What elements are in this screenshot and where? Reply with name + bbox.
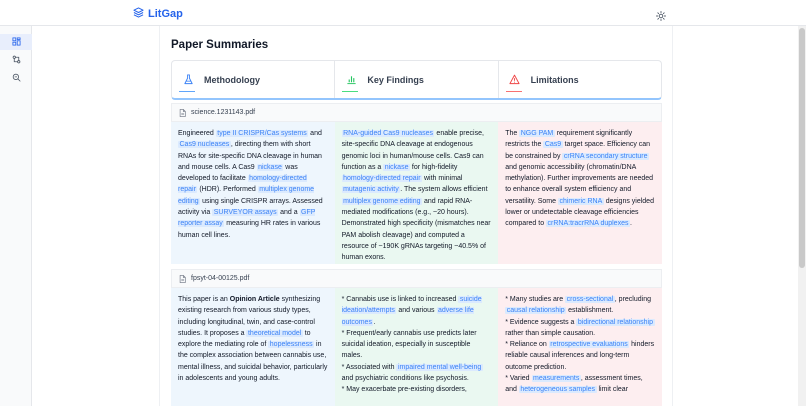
text-segment: * Reliance on: [505, 341, 549, 349]
paper-summary-row: [171, 122, 662, 264]
highlighted-term: RNA-guided Cas9 nucleases: [343, 130, 433, 137]
tab-limitations-underline: [506, 91, 522, 93]
text-segment: * Frequent/early cannabis use predicts later suicidal ideation, especially in susceptible males.: [341, 329, 477, 360]
tab-limitations-label: Limitations: [530, 74, 579, 85]
text-segment: to explore the mediating role of: [178, 329, 311, 349]
highlighted-term: retrospective evaluations: [550, 341, 628, 349]
key-findings-cell: [335, 122, 499, 264]
tab-key-findings[interactable]: [335, 61, 498, 98]
highlighted-term: homology-directed repair: [178, 175, 307, 194]
sun-icon: [656, 8, 666, 25]
text-segment: * Varied: [505, 375, 532, 383]
text-segment: and: [308, 130, 322, 137]
text-segment: and various: [396, 307, 437, 315]
highlighted-term: multiplex genome editing: [178, 186, 315, 205]
sidebar-item-search[interactable]: [6, 70, 26, 86]
text-segment: , precluding: [614, 296, 651, 303]
paper-file-header: [171, 103, 662, 122]
text-segment: enable precise, site-specific DNA cleavage at endogenous genomic loci in human/mouse cells. Cas9 can function as a: [341, 130, 484, 171]
text-segment: (HDR). Performed: [197, 186, 258, 194]
grid-icon: [12, 33, 21, 51]
highlighted-term: bidirectional relationship: [577, 318, 654, 326]
highlighted-term: chimeric RNA: [559, 197, 603, 205]
highlighted-term: nickase: [384, 163, 409, 171]
text-segment: * May exacerbate pre-existing disorders,: [341, 386, 467, 394]
text-segment: designs yielded lower or undetectable cleavage efficiencies compared to: [505, 197, 654, 228]
text-segment: with minimal: [422, 175, 463, 183]
highlighted-term: impaired mental well-being: [397, 363, 482, 371]
text-segment: establishment.: [566, 307, 614, 315]
paper-file-name: science.1231143.pdf: [191, 109, 256, 116]
highlighted-term: suicide ideation/attempts: [341, 296, 482, 315]
file-icon: [179, 104, 186, 122]
highlighted-term: hopelessness: [269, 341, 313, 349]
tab-methodology[interactable]: [172, 61, 335, 98]
git-compare-icon: [12, 51, 21, 69]
highlighted-term: nickase: [258, 163, 282, 171]
tab-key-findings-label: Key Findings: [367, 74, 424, 85]
tab-key-findings-underline: [342, 91, 358, 93]
text-segment: and genomic accessibility (chromatin/DNA methylation). Further improvements are needed to enhance overall system efficiency and versatility. Some: [505, 163, 654, 205]
text-segment: Engineered: [178, 130, 216, 137]
text-segment: using single CRISPR arrays. Assessed activity via: [178, 197, 323, 217]
methodology-cell: [171, 122, 335, 264]
sidebar-item-compare[interactable]: [6, 52, 26, 68]
layers-icon: [133, 5, 144, 23]
highlighted-term: Cas9: [544, 141, 562, 149]
page-title: Paper Summaries: [171, 39, 269, 51]
paper-file-name: fpsyt-04-00125.pdf: [191, 275, 250, 282]
text-segment: and rapid RNA-mediated modifications (e.g., ~20 hours). Demonstrated high specificity (mismatches near PAM abolish cleavage) and computed a resource of ~190K gRNAs targeting ~40.5% of human exons.: [341, 197, 491, 262]
text-segment: * Associated with: [341, 363, 397, 371]
theme-toggle-button[interactable]: [656, 8, 666, 18]
scrollbar-thumb[interactable]: [799, 28, 805, 268]
highlighted-term: type II CRISPR/Cas systems: [217, 130, 307, 137]
app-logo[interactable]: [133, 5, 183, 23]
text-segment: rather than simple causation.: [505, 329, 596, 337]
highlighted-term: measurements: [533, 375, 580, 383]
highlighted-term: cross-sectional: [566, 296, 614, 303]
highlighted-term: adverse life outcomes: [341, 307, 474, 326]
limitations-cell: [498, 288, 662, 406]
highlighted-term: mutagenic activity: [343, 186, 399, 194]
flask-icon: [181, 73, 195, 87]
key-findings-cell: [335, 288, 499, 406]
top-bar: [0, 0, 806, 26]
text-segment: for high-fidelity: [409, 163, 458, 171]
highlighted-term: homology-directed repair: [343, 175, 421, 183]
sidebar: [0, 26, 32, 406]
text-segment: limit clear: [596, 386, 629, 394]
highlighted-term: SURVEYOR assays: [213, 209, 277, 217]
highlighted-term: Cas9 nucleases: [179, 141, 230, 149]
text-segment: requirement significantly restricts the: [505, 130, 633, 149]
methodology-cell: [171, 288, 335, 406]
highlighted-term: NGG PAM: [520, 130, 554, 137]
highlighted-term: crRNA secondary structure: [563, 152, 648, 160]
text-segment: * Cannabis use is linked to increased: [341, 296, 459, 303]
text-segment: * Many studies are: [505, 296, 566, 303]
text-segment: in the complex association between cannabis use, mental illness, and suicidal behavior, particularly in adolescents and young adults.: [178, 341, 328, 383]
highlighted-term: causal relationship: [506, 307, 565, 315]
tab-methodology-underline: [179, 91, 195, 93]
limitations-cell: [498, 122, 662, 264]
tab-limitations[interactable]: [499, 61, 661, 98]
paper-file-header: [171, 269, 662, 288]
tab-methodology-label: Methodology: [204, 74, 260, 85]
highlighted-term: crRNA:tracrRNA duplexes: [547, 220, 629, 228]
highlighted-term: theoretical model: [247, 329, 302, 337]
text-segment: The: [505, 130, 520, 137]
highlighted-term: GFP reporter assay: [178, 209, 316, 228]
text-segment: This paper is an: [178, 296, 230, 303]
summary-tabs: [171, 60, 662, 100]
text-segment: . The system allows efficient: [400, 186, 488, 194]
text-segment: measuring HR rates in various human cell lines.: [178, 220, 321, 239]
paper-summary-row: [171, 288, 662, 406]
summaries-panel: [159, 26, 673, 406]
text-segment: synthesizing existing research from various study types, including longitudinal, twin, and case-control studies. It proposes a: [178, 296, 321, 337]
text-segment: was developed to facilitate: [178, 163, 298, 183]
text-segment: * Evidence suggests a: [505, 318, 577, 326]
highlighted-term: heterogeneous samples: [520, 386, 596, 394]
app-name: LitGap: [148, 8, 183, 20]
text-segment: , assessment times, and: [505, 375, 643, 394]
search-icon: [12, 69, 21, 87]
text-segment: .: [629, 220, 632, 228]
file-icon: [179, 270, 186, 288]
text-segment: and a: [278, 209, 300, 217]
bold-term: Opinion Article: [229, 296, 280, 303]
highlighted-term: multiplex genome editing: [343, 197, 421, 205]
text-segment: hinders reliable causal inferences and long-term outcome prediction.: [505, 341, 655, 371]
text-segment: .: [373, 318, 376, 326]
text-segment: target space. Efficiency can be constrained by: [505, 141, 651, 160]
bar-chart-icon: [344, 73, 358, 87]
text-segment: and psychiatric conditions like psychosis.: [341, 375, 469, 383]
page-scrollbar[interactable]: [798, 26, 806, 406]
text-segment: , directing them with short RNAs for site-specific DNA cleavage in human and mouse cells. A Cas9: [178, 141, 322, 171]
warning-icon: [508, 73, 522, 87]
sidebar-item-summaries[interactable]: [0, 34, 32, 50]
